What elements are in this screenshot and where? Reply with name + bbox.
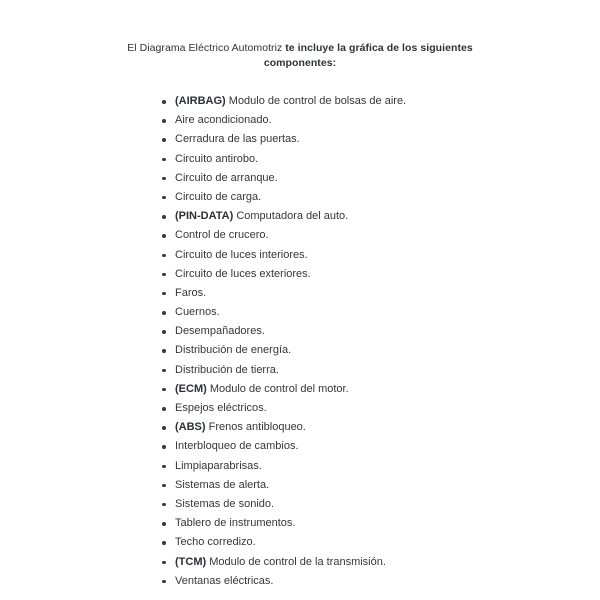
list-item bbox=[162, 169, 406, 188]
list-item bbox=[162, 476, 406, 495]
bullet-icon bbox=[162, 330, 166, 334]
list-item bbox=[162, 322, 406, 341]
bullet-icon bbox=[162, 100, 166, 104]
list-item-text: Sistemas de alerta. bbox=[175, 478, 270, 491]
list-item-text: Circuito de luces exteriores. bbox=[175, 267, 311, 280]
bullet-icon bbox=[162, 254, 166, 258]
list-item-abbreviation: (AIRBAG) bbox=[175, 95, 226, 107]
list-item bbox=[162, 553, 406, 572]
intro-normal-text: El Diagrama Eléctrico Automotriz bbox=[127, 42, 286, 54]
list-item-text: Computadora del auto. bbox=[236, 210, 349, 223]
list-item bbox=[162, 361, 406, 380]
bullet-icon bbox=[162, 522, 166, 526]
bullet-icon bbox=[162, 541, 166, 545]
list-item-text: Desempañadores. bbox=[175, 325, 265, 338]
bullet-icon bbox=[162, 580, 166, 584]
bullet-icon bbox=[162, 465, 166, 469]
list-item bbox=[162, 130, 406, 149]
list-item-text: Circuito de carga. bbox=[175, 190, 262, 203]
list-item bbox=[162, 92, 406, 111]
list-item bbox=[162, 418, 406, 437]
bullet-icon bbox=[162, 158, 166, 162]
list-item bbox=[162, 265, 406, 284]
list-item-text: Modulo de control del motor. bbox=[209, 382, 349, 395]
list-item-text: Modulo de control de la transmisión. bbox=[209, 555, 386, 568]
list-item-text: Tablero de instrumentos. bbox=[175, 517, 296, 530]
list-item bbox=[162, 207, 406, 226]
bullet-icon bbox=[162, 215, 166, 219]
list-item bbox=[162, 188, 406, 207]
list-item-abbreviation: (ECM) bbox=[175, 382, 207, 395]
intro-line-1 bbox=[0, 41, 600, 56]
bullet-icon bbox=[162, 445, 166, 449]
list-item-text: Espejos eléctricos. bbox=[175, 402, 267, 414]
list-item bbox=[162, 380, 406, 399]
bullet-icon bbox=[162, 292, 166, 296]
intro-bold-text: te incluye la gráfica de los siguientes bbox=[285, 42, 473, 54]
bullet-icon bbox=[162, 369, 166, 373]
list-item-text: Ventanas eléctricas. bbox=[175, 574, 274, 587]
list-item bbox=[162, 150, 406, 169]
list-item-text: Faros. bbox=[175, 286, 207, 299]
list-item bbox=[162, 533, 406, 552]
list-item-text: Aire acondicionado. bbox=[175, 114, 272, 127]
list-item bbox=[162, 572, 406, 591]
bullet-icon bbox=[162, 119, 166, 123]
bullet-icon bbox=[162, 503, 166, 507]
list-item-text: Techo corredizo. bbox=[175, 536, 256, 549]
list-item-text: Circuito antirobo. bbox=[175, 152, 259, 165]
list-item bbox=[162, 399, 406, 418]
bullet-icon bbox=[162, 196, 166, 200]
list-item-text: Modulo de control de bolsas de aire. bbox=[228, 95, 407, 107]
list-item bbox=[162, 284, 406, 303]
list-item bbox=[162, 495, 406, 514]
bullet-icon bbox=[162, 388, 166, 392]
list-item-text: Distribución de tierra. bbox=[175, 363, 279, 376]
intro-line-2: componentes: bbox=[263, 57, 337, 69]
list-item-text: Sistemas de sonido. bbox=[175, 497, 275, 510]
list-item bbox=[162, 341, 406, 360]
list-item bbox=[162, 457, 406, 476]
bullet-icon bbox=[162, 561, 166, 565]
list-item-text: Interbloqueo de cambios. bbox=[175, 440, 299, 453]
bullet-icon bbox=[162, 426, 166, 430]
list-item bbox=[162, 303, 406, 322]
list-item-text: Limpiaparabrisas. bbox=[175, 459, 262, 472]
bullet-icon bbox=[162, 273, 166, 277]
list-item bbox=[162, 437, 406, 456]
bullet-icon bbox=[162, 349, 166, 353]
list-item bbox=[162, 226, 406, 245]
bullet-icon bbox=[162, 407, 166, 411]
list-item bbox=[162, 246, 406, 265]
component-list bbox=[162, 92, 406, 591]
list-item-text: Circuito de arranque. bbox=[175, 171, 278, 184]
list-item-abbreviation: (PIN-DATA) bbox=[175, 210, 234, 223]
list-item bbox=[162, 111, 406, 130]
list-item-text: Frenos antibloqueo. bbox=[208, 421, 306, 434]
list-item-text: Cuernos. bbox=[175, 306, 220, 319]
list-item-text: Distribución de energía. bbox=[175, 344, 292, 357]
list-item-abbreviation: (TCM) bbox=[175, 555, 207, 568]
bullet-icon bbox=[162, 484, 166, 488]
list-item-text: Cerradura de las puertas. bbox=[175, 133, 300, 146]
intro-paragraph bbox=[0, 41, 600, 71]
bullet-icon bbox=[162, 234, 166, 238]
list-item-abbreviation: (ABS) bbox=[175, 421, 206, 434]
bullet-icon bbox=[162, 177, 166, 181]
bullet-icon bbox=[162, 311, 166, 315]
list-item-text: Control de crucero. bbox=[175, 229, 269, 242]
bullet-icon bbox=[162, 138, 166, 142]
list-item-text: Circuito de luces interiores. bbox=[175, 248, 308, 261]
list-item bbox=[162, 514, 406, 533]
